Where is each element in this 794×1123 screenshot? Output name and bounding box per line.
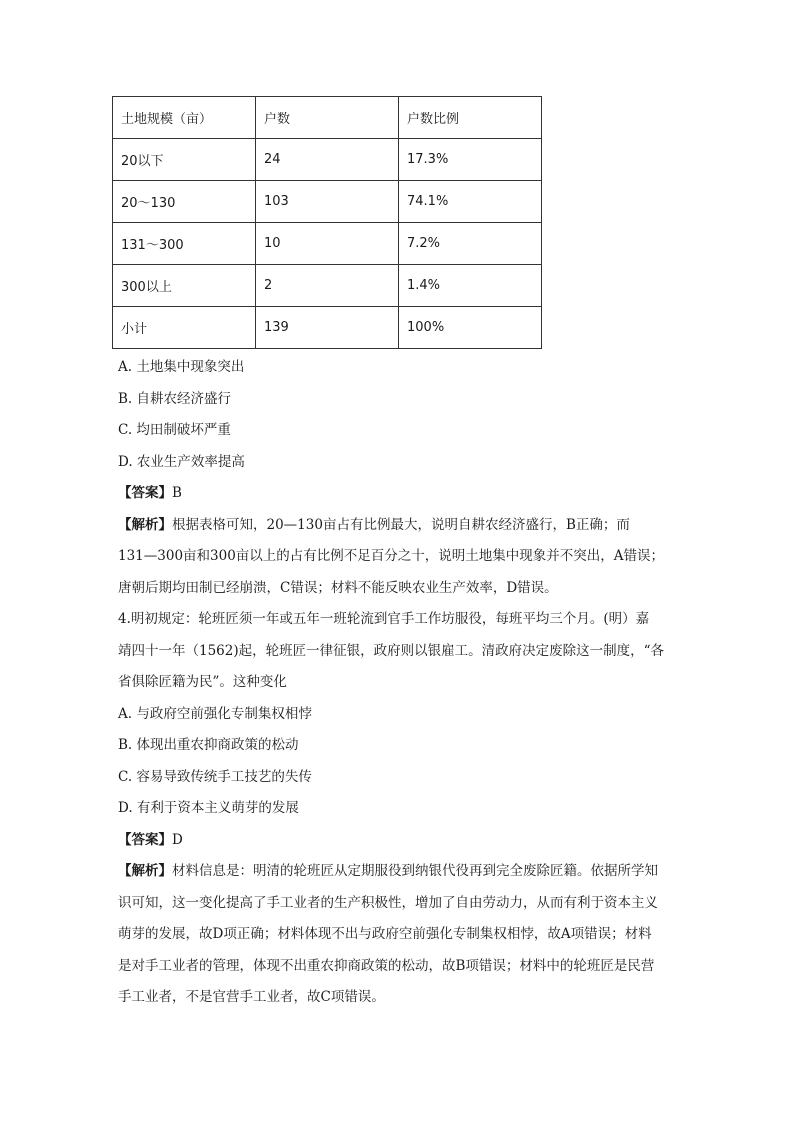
table-header-cell: 户数比例 xyxy=(399,97,542,139)
table-cell: 1.4% xyxy=(399,265,542,307)
table-header-row xyxy=(113,97,542,139)
table-cell: 小计 xyxy=(113,307,256,349)
analysis-text: 材料信息是：明清的轮班匠从定期服役到纳银代役再到完全废除匠籍。依据所学知 xyxy=(172,863,658,879)
q4-analysis-line: 手工业者，不是官营手工业者，故C项错误。 xyxy=(118,989,385,1005)
answer-label: 【答案】 xyxy=(118,831,172,848)
table-cell: 300以上 xyxy=(113,265,256,307)
q3-option-c: C. 均田制破坏严重 xyxy=(118,422,231,438)
table-row xyxy=(113,223,542,265)
q3-analysis-line: 131—300亩和300亩以上的占有比例不足百分之十，说明土地集中现象并不突出，A错误； xyxy=(118,548,665,564)
analysis-label: 【解析】 xyxy=(118,863,172,879)
q4-stem-line: 4.明初规定：轮班匠须一年或五年一班轮流到官手工作坊服役，每班平均三个月。(明）嘉 xyxy=(118,611,650,627)
table-row xyxy=(113,181,542,223)
table-cell: 74.1% xyxy=(399,181,542,223)
table-cell: 131～300 xyxy=(113,223,256,265)
answer-value: B xyxy=(172,485,182,501)
q4-analysis-line: 识可知，这一变化提高了手工业者的生产积极性，增加了自由劳动力，从而有利于资本主义 xyxy=(118,894,658,911)
table-cell: 7.2% xyxy=(399,223,542,265)
table-row xyxy=(113,307,542,349)
table-row xyxy=(113,139,542,181)
q4-analysis-line: 是对手工业者的管理，体现不出重农抑商政策的松动，故B项错误；材料中的轮班匠是民营 xyxy=(118,957,655,974)
analysis-text: 根据表格可知，20—130亩占有比例最大，说明自耕农经济盛行，B正确；而 xyxy=(172,516,630,533)
table-row xyxy=(113,265,542,307)
q3-analysis-line xyxy=(118,510,698,542)
table-cell: 20以下 xyxy=(113,139,256,181)
table-cell: 100% xyxy=(399,307,542,349)
table-header-cell: 户数 xyxy=(256,97,399,139)
table-cell: 24 xyxy=(256,139,399,181)
q4-option-c: C. 容易导致传统手工技艺的失传 xyxy=(118,768,312,785)
q4-analysis-line xyxy=(118,856,698,888)
answer-label: 【答案】 xyxy=(118,485,172,501)
q3-option-a: A. 土地集中现象突出 xyxy=(118,359,245,375)
q4-option-d: D. 有利于资本主义萌芽的发展 xyxy=(118,800,299,816)
table-cell: 103 xyxy=(256,181,399,223)
table-cell: 2 xyxy=(256,265,399,307)
q4-stem-line: 靖四十一年（1562)起，轮班匠一律征银，政府则以银雇工。清政府决定废除这一制度，“各 xyxy=(118,642,665,659)
table-cell: 139 xyxy=(256,307,399,349)
table-cell: 10 xyxy=(256,223,399,265)
q4-stem-line: 省俱除匠籍为民”。这种变化 xyxy=(118,674,287,690)
q3-option-d: D. 农业生产效率提高 xyxy=(118,453,245,470)
table-cell: 20～130 xyxy=(113,181,256,223)
question-content xyxy=(118,352,698,1014)
q3-answer xyxy=(118,478,698,510)
table-cell: 17.3% xyxy=(399,139,542,181)
q3-option-b: B. 自耕农经济盛行 xyxy=(118,390,232,407)
q4-option-b: B. 体现出重农抑商政策的松动 xyxy=(118,737,299,753)
land-scale-table xyxy=(112,96,542,349)
q4-answer xyxy=(118,825,698,857)
answer-value: D xyxy=(172,831,183,848)
q4-analysis-line: 萌芽的发展，故D项正确；材料体现不出与政府空前强化专制集权相悖，故A项错误；材料 xyxy=(118,926,652,942)
table-header-cell: 土地规模（亩） xyxy=(113,97,256,139)
q4-option-a: A. 与政府空前强化专制集权相悖 xyxy=(118,705,312,722)
q3-analysis-line: 唐朝后期均田制已经崩溃，C错误；材料不能反映农业生产效率，D错误。 xyxy=(118,579,558,596)
analysis-label: 【解析】 xyxy=(118,516,172,533)
